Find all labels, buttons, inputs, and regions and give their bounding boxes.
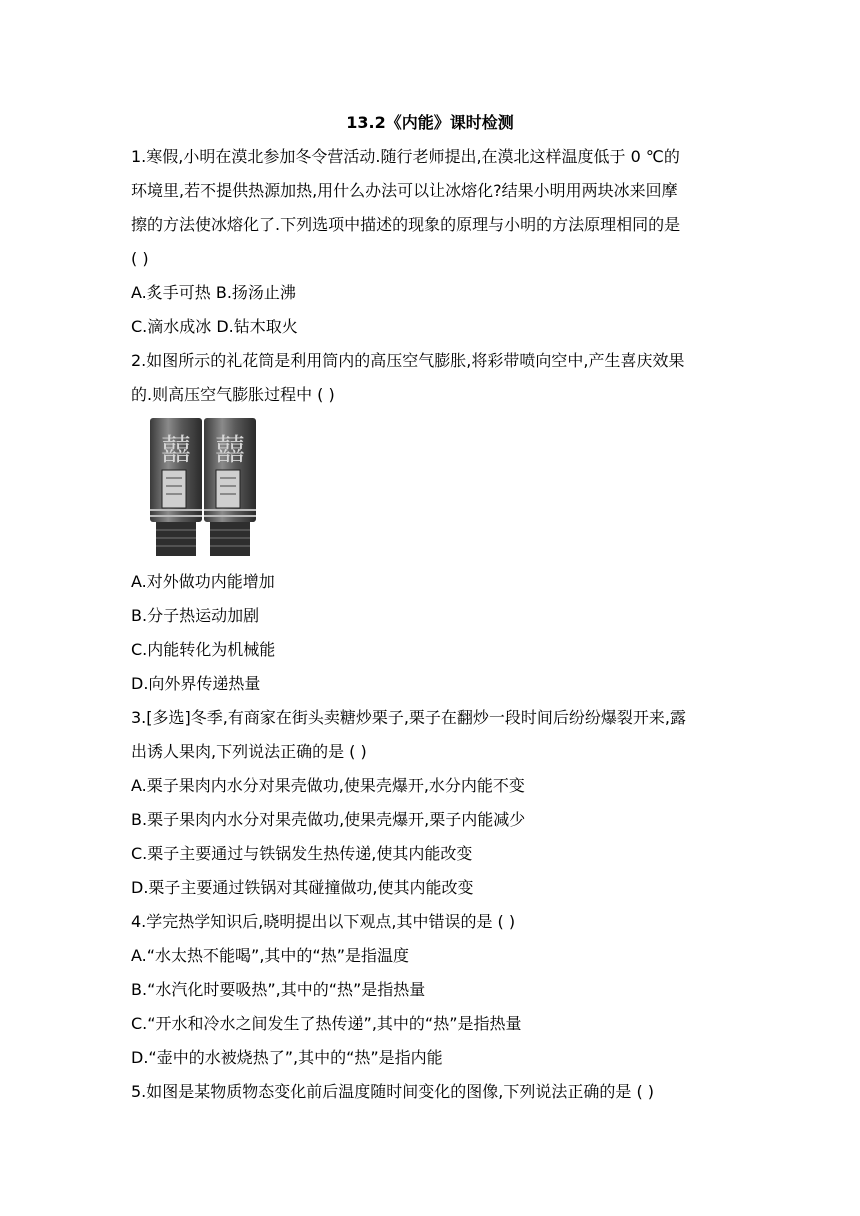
q2-stem-line-1: 2.如图所示的礼花筒是利用筒内的高压空气膨胀,将彩带喷向空中,产生喜庆效果 [131,351,685,370]
q3-option-d: D.栗子主要通过铁锅对其碰撞做功,使其内能改变 [131,878,474,897]
q3-option-b: B.栗子果肉内水分对果壳做功,使果壳爆开,栗子内能减少 [131,810,526,829]
q2-option-d: D.向外界传递热量 [131,674,261,693]
left-tube-label [162,470,186,508]
page-title: 13.2《内能》课时检测 [346,113,514,132]
q5-stem: 5.如图是某物质物态变化前后温度随时间变化的图像,下列说法正确的是 ( ) [131,1082,655,1101]
q1-options-cd: C.滴水成冰 D.钻木取火 [131,317,298,336]
q4-option-a: A.“水太热不能喝”,其中的“热”是指温度 [131,946,409,965]
q4-stem: 4.学完热学知识后,晓明提出以下观点,其中错误的是 ( ) [131,912,516,931]
q1-answer-blank: ( ) [131,249,149,268]
right-tube-label [216,470,240,508]
q1-stem-line-2: 环境里,若不提供热源加热,用什么办法可以让冰熔化?结果小明用两块冰来回摩 [131,181,678,200]
right-tube-glyph: 囍 [215,433,245,468]
q1-options-ab: A.炙手可热 B.扬汤止沸 [131,283,296,302]
q1-stem-line-1: 1.寒假,小明在漠北参加冬令营活动.随行老师提出,在漠北这样温度低于 0 ℃的 [131,147,680,166]
q4-option-b: B.“水汽化时要吸热”,其中的“热”是指热量 [131,980,426,999]
left-tube-glyph: 囍 [161,433,191,468]
q3-stem-line-2: 出诱人果肉,下列说法正确的是 ( ) [131,742,367,761]
q4-option-d: D.“壶中的水被烧热了”,其中的“热”是指内能 [131,1048,443,1067]
q2-option-c: C.内能转化为机械能 [131,640,276,659]
q2-stem-line-2: 的.则高压空气膨胀过程中 ( ) [131,385,335,404]
q2-option-a: A.对外做功内能增加 [131,572,275,591]
party-popper-figure [146,414,260,560]
right-tube-base [210,522,250,556]
q2-option-b: B.分子热运动加剧 [131,606,260,625]
left-tube-base [156,522,196,556]
q1-stem-line-3: 擦的方法使冰熔化了.下列选项中描述的现象的原理与小明的方法原理相同的是 [131,215,681,234]
q3-option-a: A.栗子果肉内水分对果壳做功,使果壳爆开,水分内能不变 [131,776,525,795]
q3-stem-line-1: 3.[多选]冬季,有商家在街头卖糖炒栗子,栗子在翻炒一段时间后纷纷爆裂开来,露 [131,708,687,727]
q3-option-c: C.栗子主要通过与铁锅发生热传递,使其内能改变 [131,844,473,863]
q4-option-c: C.“开水和冷水之间发生了热传递”,其中的“热”是指热量 [131,1014,522,1033]
